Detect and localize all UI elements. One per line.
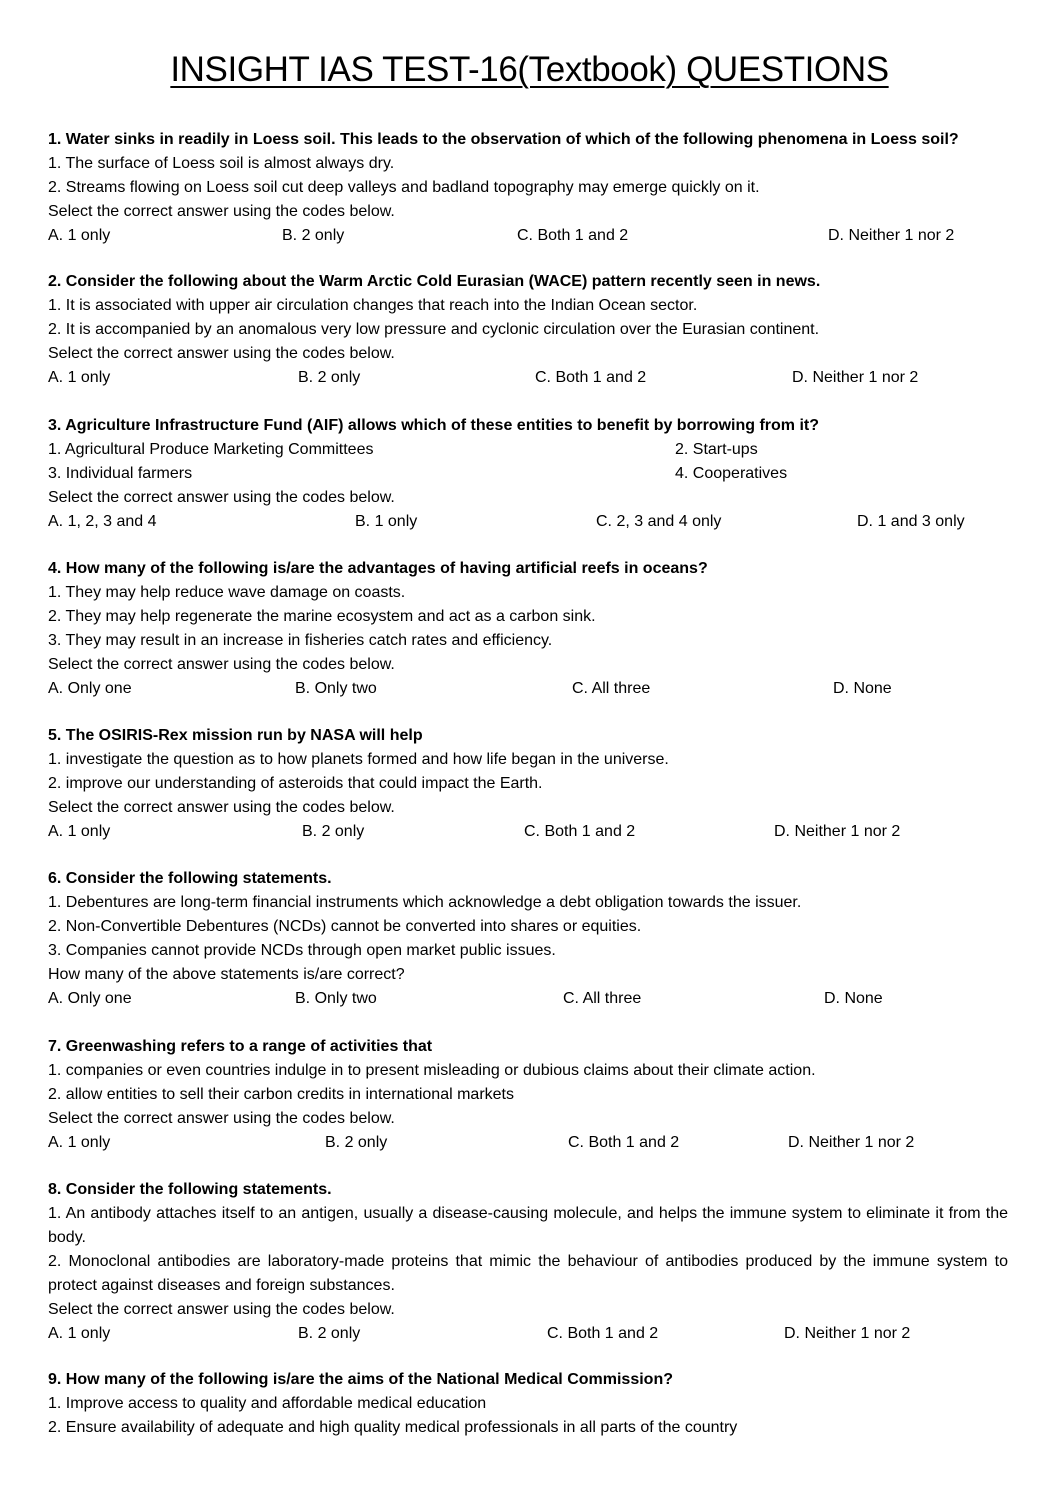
answer-prompt: How many of the above statements is/are correct?	[48, 966, 405, 983]
question-header: 7. Greenwashing refers to a range of activities that	[48, 1038, 433, 1055]
statement-2: 2. Start-ups	[675, 441, 758, 458]
question-header: 5. The OSIRIS-Rex mission run by NASA will help	[48, 727, 423, 744]
option-a: A. Only one	[48, 680, 132, 697]
option-a: A. 1 only	[48, 1134, 111, 1151]
option-c: C. All three	[563, 990, 642, 1007]
answer-prompt: Select the correct answer using the codes below.	[48, 345, 395, 362]
option-b: B. 2 only	[282, 227, 345, 244]
statement-1: 1. companies or even countries indulge in to present misleading or dubious claims about their climate action.	[48, 1062, 816, 1079]
page-title: INSIGHT IAS TEST-16(Textbook) QUESTIONS	[170, 50, 889, 89]
statement-row	[48, 438, 1008, 462]
answer-options	[48, 677, 1008, 701]
statement-1: 1. The surface of Loess soil is almost always dry.	[48, 155, 395, 172]
option-c: C. Both 1 and 2	[524, 823, 636, 840]
statement-3: 3. Companies cannot provide NCDs through open market public issues.	[48, 942, 556, 959]
option-d: D. None	[824, 990, 883, 1007]
answer-prompt: Select the correct answer using the codes below.	[48, 799, 395, 816]
question-4	[48, 557, 1008, 701]
option-c: C. Both 1 and 2	[547, 1325, 659, 1342]
option-d: D. 1 and 3 only	[857, 513, 965, 530]
question-header: 2. Consider the following about the Warm Arctic Cold Eurasian (WACE) pattern recently seen in news.	[48, 273, 821, 290]
option-b: B. Only two	[295, 990, 377, 1007]
statement-2: 2. allow entities to sell their carbon credits in international markets	[48, 1086, 514, 1103]
answer-prompt: Select the correct answer using the codes below.	[48, 203, 395, 220]
option-c: C. Both 1 and 2	[535, 369, 647, 386]
option-a: A. 1, 2, 3 and 4	[48, 513, 157, 530]
answer-options	[48, 1322, 1008, 1346]
statement-2: 2. Ensure availability of adequate and high quality medical professionals in all parts of the country	[48, 1419, 738, 1436]
option-a: A. 1 only	[48, 1325, 111, 1342]
option-a: A. Only one	[48, 990, 132, 1007]
option-d: D. Neither 1 nor 2	[792, 369, 919, 386]
question-header: 8. Consider the following statements.	[48, 1181, 332, 1198]
option-b: B. 2 only	[325, 1134, 388, 1151]
question-header: 3. Agriculture Infrastructure Fund (AIF) allows which of these entities to benefit by borrowing from it?	[48, 417, 820, 434]
statement-1: 1. An antibody attaches itself to an antigen, usually a disease-causing molecule, and helps the immune system to eliminate it from the body.	[48, 1205, 1008, 1246]
answer-options	[48, 1131, 1008, 1155]
answer-prompt: Select the correct answer using the codes below.	[48, 489, 395, 506]
option-d: D. Neither 1 nor 2	[784, 1325, 911, 1342]
answer-prompt: Select the correct answer using the codes below.	[48, 1110, 395, 1127]
option-b: B. Only two	[295, 680, 377, 697]
option-b: B. 2 only	[298, 1325, 361, 1342]
answer-options	[48, 510, 1008, 534]
statement-1: 1. They may help reduce wave damage on coasts.	[48, 584, 406, 601]
option-d: D. Neither 1 nor 2	[774, 823, 901, 840]
statement-4: 4. Cooperatives	[675, 465, 788, 482]
answer-options	[48, 987, 1008, 1011]
statement-2: 2. improve our understanding of asteroids that could impact the Earth.	[48, 775, 543, 792]
statement-1: 1. It is associated with upper air circulation changes that reach into the Indian Ocean sector.	[48, 297, 698, 314]
option-d: D. Neither 1 nor 2	[788, 1134, 915, 1151]
question-header: 4. How many of the following is/are the advantages of having artificial reefs in oceans?	[48, 560, 708, 577]
answer-options	[48, 224, 1008, 248]
question-header: 6. Consider the following statements.	[48, 870, 332, 887]
option-c: C. All three	[572, 680, 651, 697]
option-d: D. Neither 1 nor 2	[828, 227, 955, 244]
statement-2: 2. Streams flowing on Loess soil cut deep valleys and badland topography may emerge quickly on it.	[48, 179, 760, 196]
statement-3: 3. They may result in an increase in fisheries catch rates and efficiency.	[48, 632, 553, 649]
answer-prompt: Select the correct answer using the codes below.	[48, 656, 395, 673]
answer-options	[48, 366, 1008, 390]
answer-prompt: Select the correct answer using the codes below.	[48, 1301, 395, 1318]
statement-1: 1. Debentures are long-term financial instruments which acknowledge a debt obligation towards the issuer.	[48, 894, 802, 911]
question-3	[48, 414, 1008, 534]
question-6	[48, 867, 1008, 1011]
option-b: B. 2 only	[298, 369, 361, 386]
statement-1: 1. Improve access to quality and affordable medical education	[48, 1395, 487, 1412]
question-7	[48, 1035, 1008, 1155]
option-b: B. 2 only	[302, 823, 365, 840]
statement-1: 1. investigate the question as to how planets formed and how life began in the universe.	[48, 751, 669, 768]
option-c: C. 2, 3 and 4 only	[596, 513, 722, 530]
statement-row	[48, 462, 1008, 486]
question-header: 9. How many of the following is/are the aims of the National Medical Commission?	[48, 1371, 673, 1388]
option-c: C. Both 1 and 2	[568, 1134, 680, 1151]
option-b: B. 1 only	[355, 513, 418, 530]
option-a: A. 1 only	[48, 823, 111, 840]
option-d: D. None	[833, 680, 892, 697]
option-c: C. Both 1 and 2	[517, 227, 629, 244]
option-a: A. 1 only	[48, 369, 111, 386]
statement-1: 1. Agricultural Produce Marketing Committees	[48, 441, 374, 458]
statement-3: 3. Individual farmers	[48, 465, 193, 482]
question-8	[48, 1178, 1008, 1346]
question-2	[48, 270, 1008, 390]
answer-options	[48, 820, 1008, 844]
question-1	[48, 128, 1008, 248]
question-9	[48, 1368, 1008, 1440]
statement-2: 2. They may help regenerate the marine ecosystem and act as a carbon sink.	[48, 608, 596, 625]
statement-2: 2. It is accompanied by an anomalous very low pressure and cyclonic circulation over the Eurasian continent.	[48, 321, 820, 338]
option-a: A. 1 only	[48, 227, 111, 244]
statement-2: 2. Non-Convertible Debentures (NCDs) cannot be converted into shares or equities.	[48, 918, 642, 935]
statement-2: 2. Monoclonal antibodies are laboratory-made proteins that mimic the behaviour of antibodies produced by the immune system to protect against diseases and foreign substances.	[48, 1253, 1008, 1294]
question-header: 1. Water sinks in readily in Loess soil. This leads to the observation of which of the following phenomena in Loess soil?	[48, 131, 959, 148]
question-5	[48, 724, 1008, 844]
